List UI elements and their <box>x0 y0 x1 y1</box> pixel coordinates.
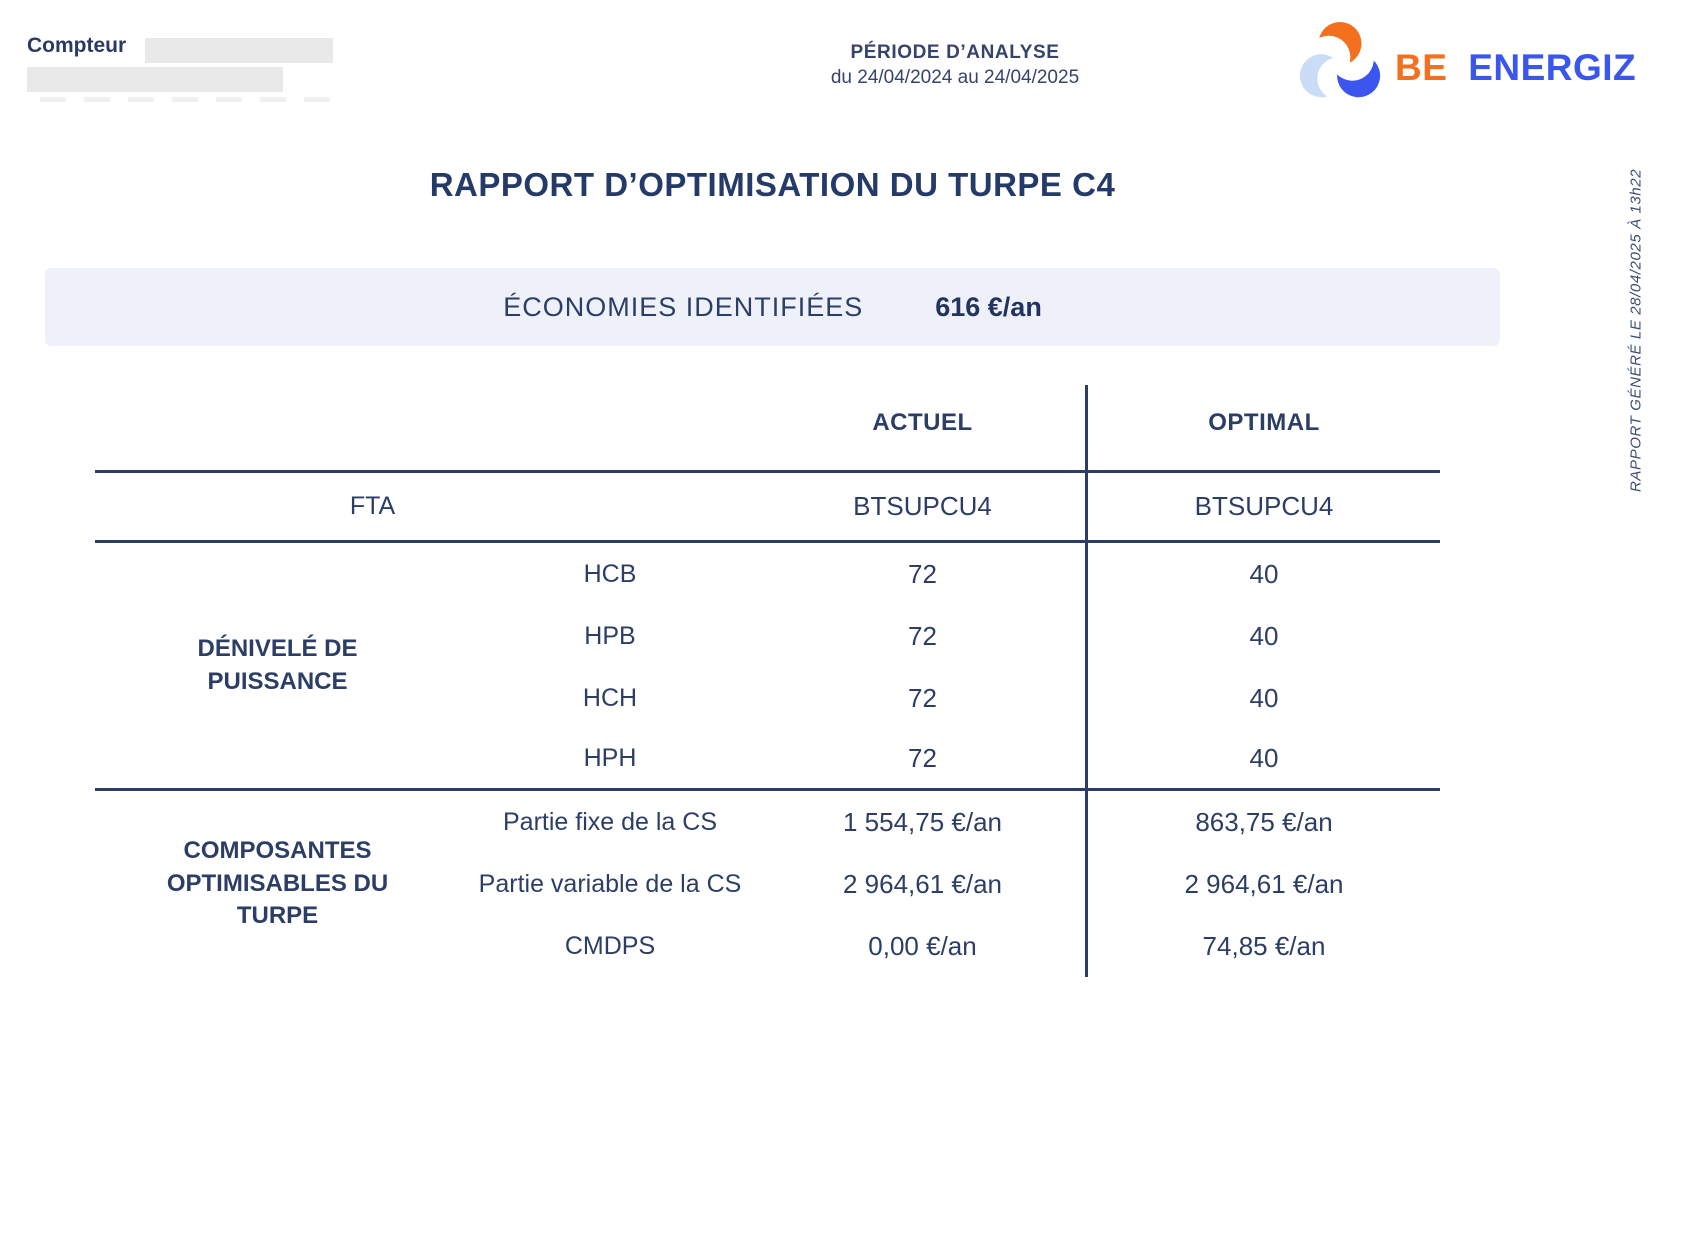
savings-label: ÉCONOMIES IDENTIFIÉES <box>503 291 864 322</box>
turpe-comparison-table <box>95 385 1440 977</box>
row-label-hpb: HPB <box>584 621 636 650</box>
analysis-period-dates: du 24/04/2024 au 24/04/2025 <box>830 67 1080 88</box>
fta-optimal-value: BTSUPCU4 <box>1085 473 1440 543</box>
report-generated-note: RAPPORT GÉNÉRÉ LE 28/04/2025 À 13h22 <box>1627 168 1645 492</box>
hpb-optimal-value: 40 <box>1085 605 1440 667</box>
row-label-partie-fixe: Partie fixe de la CS <box>503 807 717 836</box>
row-label-hcb: HCB <box>583 559 637 588</box>
row-label-fta: FTA <box>95 473 760 543</box>
savings-value: 616 €/an <box>935 291 1042 322</box>
fta-actuel-value: BTSUPCU4 <box>760 473 1085 543</box>
savings-banner <box>45 268 1500 346</box>
page-title: RAPPORT D’OPTIMISATION DU TURPE C4 <box>429 166 1116 203</box>
hph-actuel-value: 72 <box>760 729 1085 791</box>
hpb-actuel-value: 72 <box>908 620 937 651</box>
analysis-period-title: PÉRIODE D’ANALYSE <box>850 42 1060 63</box>
column-header-optimal: OPTIMAL <box>1085 385 1440 473</box>
partie-variable-optimal-value: 2 964,61 €/an <box>1085 853 1440 915</box>
hcb-optimal-value: 40 <box>1085 543 1440 605</box>
hcb-actuel-value: 72 <box>908 558 937 589</box>
partie-variable-actuel-value: 2 964,61 €/an <box>842 868 1003 899</box>
hch-optimal-value: 40 <box>1085 667 1440 729</box>
brand-name-energiz: ENERGIZ <box>1468 46 1637 88</box>
partie-fixe-actuel-value: 1 554,75 €/an <box>842 806 1003 837</box>
cmdps-optimal-value: 74,85 €/an <box>1085 915 1440 977</box>
meter-label: Compteur <box>27 34 127 57</box>
row-label-partie-variable: Partie variable de la CS <box>478 869 742 898</box>
hch-actuel-value: 72 <box>908 682 937 713</box>
table-corner-cell <box>95 385 760 473</box>
cmdps-actuel-value: 0,00 €/an <box>868 930 977 961</box>
brand-name-be: BE <box>1395 46 1448 88</box>
row-label-hph: HPH <box>460 729 760 791</box>
partie-fixe-optimal-value: 863,75 €/an <box>1085 791 1440 853</box>
column-header-actuel: ACTUEL <box>760 385 1085 473</box>
report-content <box>45 0 1500 1236</box>
row-label-hch: HCH <box>582 683 638 712</box>
section-label-denivele: DÉNIVELÉ DE PUISSANCE <box>95 543 460 791</box>
hph-optimal-value: 40 <box>1085 729 1440 791</box>
row-label-cmdps: CMDPS <box>564 931 656 960</box>
section-label-composantes: COMPOSANTES OPTIMISABLES DU TURPE <box>166 837 389 930</box>
